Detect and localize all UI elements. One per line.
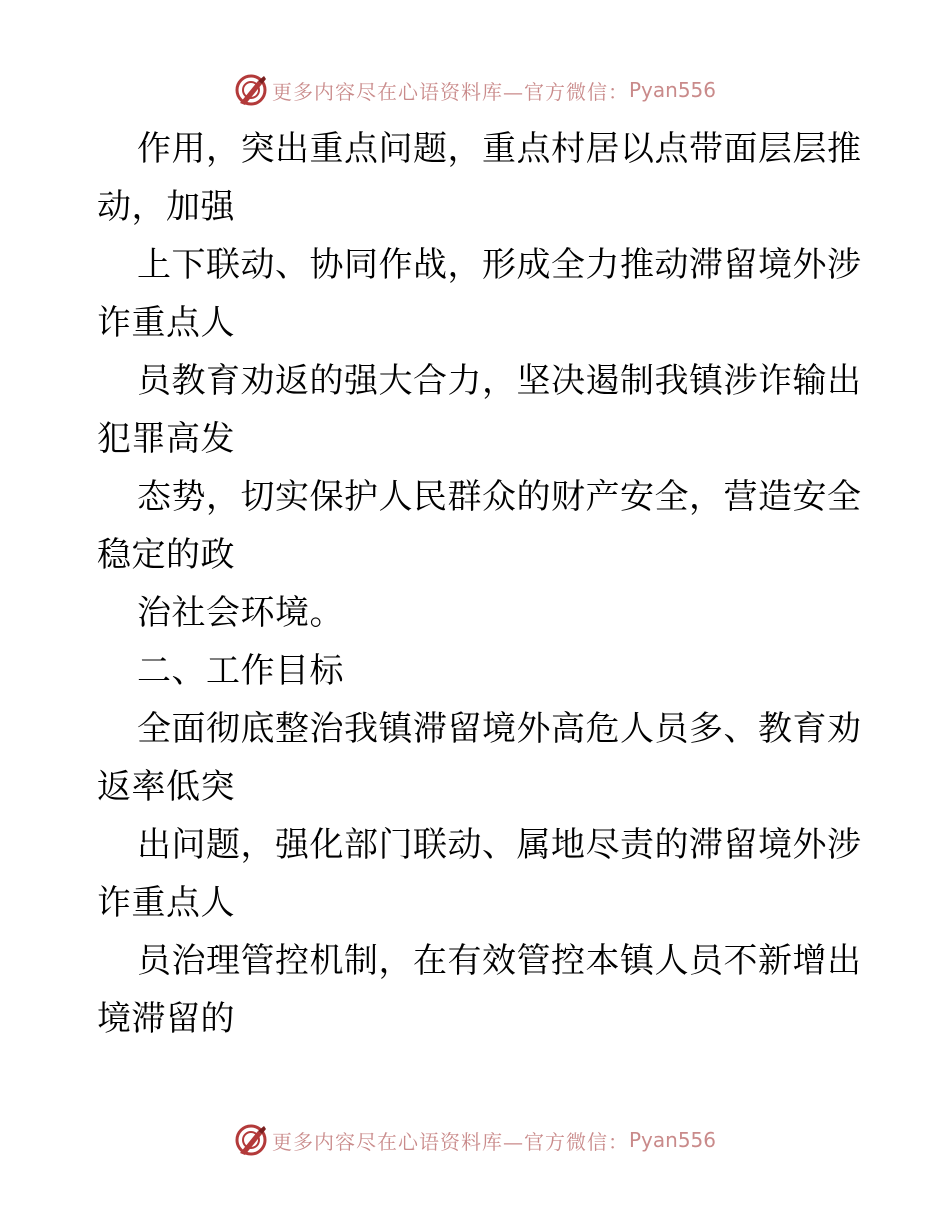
footer-banner-text: 更多内容尽在心语资料库—官方微信：: [271, 1129, 629, 1154]
text-line: 诈重点人: [97, 303, 235, 343]
header-banner-account: Pyan556: [628, 78, 716, 102]
pen-seal-logo-icon: [234, 1123, 268, 1157]
header-banner-content: [234, 73, 716, 107]
text-line: 动，加强: [97, 187, 235, 227]
text-line: 上下联动、协同作战，形成全力推动滞留境外涉: [137, 245, 862, 285]
text-line: 稳定的政: [97, 535, 235, 575]
text-line: 员教育劝返的强大合力，坚决遏制我镇涉诈输出: [137, 361, 862, 401]
document-body: [97, 120, 862, 1048]
pen-seal-logo-icon: [234, 73, 268, 107]
text-line: 返率低突: [97, 767, 235, 807]
text-line: 全面彻底整治我镇滞留境外高危人员多、教育劝: [137, 709, 862, 749]
header-banner: [0, 70, 950, 110]
text-line: 态势，切实保护人民群众的财产安全，营造安全: [137, 477, 862, 517]
footer-banner: [0, 1120, 950, 1160]
footer-banner-account: Pyan556: [628, 1128, 716, 1152]
footer-banner-content: [234, 1123, 716, 1157]
text-line: 出问题，强化部门联动、属地尽责的滞留境外涉: [137, 825, 862, 865]
text-line: 境滞留的: [97, 999, 235, 1039]
text-line: 员治理管控机制，在有效管控本镇人员不新增出: [137, 941, 862, 981]
text-line: 作用，突出重点问题，重点村居以点带面层层推: [137, 129, 862, 169]
text-line: 犯罪高发: [97, 419, 235, 459]
text-line: 治社会环境。: [137, 593, 344, 633]
text-line: 诈重点人: [97, 883, 235, 923]
header-banner-text: 更多内容尽在心语资料库—官方微信：: [271, 79, 629, 104]
text-line: 二、工作目标: [137, 651, 344, 691]
